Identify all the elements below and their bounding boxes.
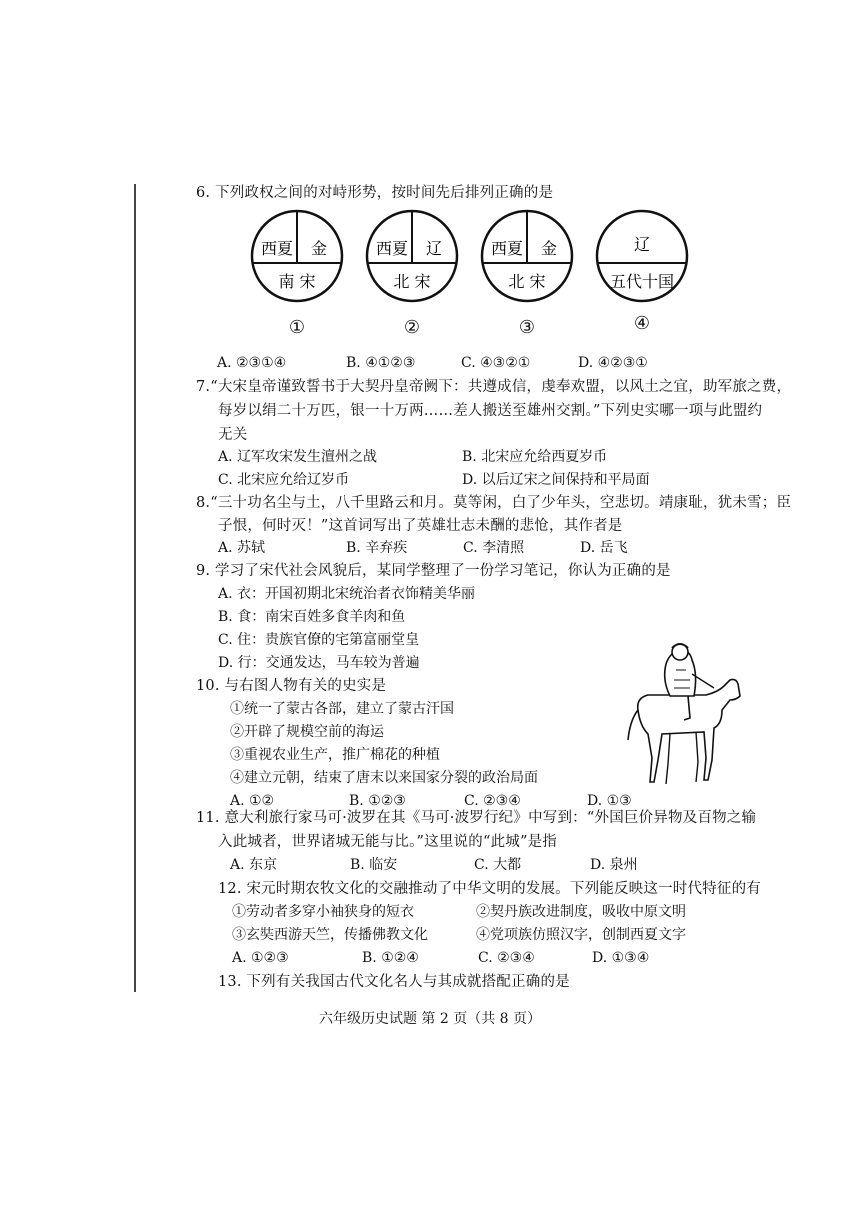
q10-item-2: ②开辟了规模空前的海运	[230, 724, 384, 740]
q10-stem: 10. 与右图人物有关的史实是	[196, 678, 387, 694]
q10-option-a: A. ①②	[230, 793, 275, 809]
q6-c2-label: ②	[403, 317, 421, 338]
q9-option-c: C. 住：贵族官僚的宅第富丽堂皇	[218, 632, 420, 648]
q11-line1: 11. 意大利旅行家马可·波罗在其《马可·波罗行纪》中写到：“外国巨价异物及百物之输	[196, 810, 757, 826]
page-footer: 六年级历史试题 第 2 页（共 8 页）	[318, 1011, 542, 1027]
q6-c3-tl: 西夏	[490, 239, 524, 258]
q7-line1: 7.“大宋皇帝谨致誓书于大契丹皇帝阙下：共遵成信，虔奉欢盟，以风土之宜，助军旅之费，	[196, 379, 792, 395]
q6-c2-bottom: 北 宋	[393, 272, 431, 291]
q11-option-d: D. 泉州	[590, 857, 638, 873]
q12-option-c: C. ②③④	[478, 950, 535, 966]
q10-option-b: B. ①②③	[349, 793, 406, 809]
q10-item-4: ④建立元朝，结束了唐末以来国家分裂的政治局面	[230, 770, 538, 786]
q6-c2-tl: 西夏	[375, 239, 409, 258]
q8-option-a: A. 苏轼	[218, 540, 266, 556]
q8-option-d: D. 岳飞	[580, 540, 628, 556]
q6-c4-top: 辽	[633, 235, 651, 254]
q12-item-2: ②契丹族改进制度，吸收中原文明	[476, 904, 686, 920]
q12-item-4: ④党项族仿照汉字，创制西夏文字	[476, 927, 686, 943]
q6-circle-1	[249, 208, 345, 304]
q8-option-b: B. 辛弃疾	[346, 540, 408, 556]
q6-c3-tr: 金	[540, 239, 558, 258]
q8-line2: 子恨，何时灭！”这首词写出了英雄壮志未酬的悲怆，其作者是	[218, 518, 623, 534]
q6-c3-bottom: 北 宋	[508, 272, 546, 291]
q12-option-a: A. ①②③	[232, 950, 289, 966]
q11-option-a: A. 东京	[230, 857, 278, 873]
q6-c1-label: ①	[288, 317, 306, 338]
q10-item-3: ③重视农业生产，推广棉花的种植	[230, 747, 440, 763]
q6-stem: 6. 下列政权之间的对峙形势，按时间先后排列正确的是	[196, 185, 554, 201]
q7-option-a: A. 辽军攻宋发生澶州之战	[218, 449, 378, 465]
q9-stem: 9. 学习了宋代社会风貌后，某同学整理了一份学习笔记，你认为正确的是	[196, 563, 671, 579]
q11-option-b: B. 临安	[350, 857, 398, 873]
q6-option-c: C. ④③②①	[461, 355, 531, 371]
q6-c1-bottom: 南 宋	[278, 272, 316, 291]
q7-line3: 无关	[218, 427, 248, 443]
q11-option-c: C. 大都	[474, 857, 522, 873]
q10-option-c: C. ②③④	[464, 793, 521, 809]
mongol-rider-illustration	[618, 640, 748, 794]
q6-circle-4	[594, 208, 690, 304]
q10-item-1: ①统一了蒙古各部，建立了蒙古汗国	[230, 701, 454, 717]
q6-c1-tr: 金	[310, 239, 328, 258]
q7-option-b: B. 北宋应允给西夏岁币	[462, 449, 608, 465]
q7-option-c: C. 北宋应允给辽岁币	[218, 472, 350, 488]
q12-stem: 12. 宋元时期农牧文化的交融推动了中华文明的发展。下列能反映这一时代特征的有	[218, 881, 761, 897]
q12-item-1: ①劳动者多穿小袖狭身的短衣	[232, 904, 414, 920]
q12-option-b: B. ①②④	[362, 950, 419, 966]
q8-line1: 8.“三十功名尘与土，八千里路云和月。莫等闲，白了少年头，空悲切。靖康耻，犹未雪；臣	[196, 495, 792, 511]
binding-margin-line	[134, 184, 136, 992]
q9-option-b: B. 食：南宋百姓多食羊肉和鱼	[218, 609, 406, 625]
q10-option-d: D. ①③	[587, 793, 632, 809]
q6-option-d: D. ④②③①	[578, 355, 648, 371]
q6-c3-label: ③	[518, 317, 536, 338]
q6-option-a: A. ②③①④	[217, 355, 287, 371]
q12-option-d: D. ①③④	[592, 950, 650, 966]
q8-option-c: C. 李清照	[463, 540, 525, 556]
q9-option-d: D. 行：交通发达，马车较为普遍	[218, 655, 420, 671]
q12-item-3: ③玄奘西游天竺，传播佛教文化	[232, 927, 428, 943]
q6-c1-tl: 西夏	[260, 239, 294, 258]
q6-c4-label: ④	[633, 313, 651, 334]
q6-c4-bottom: 五代十国	[609, 272, 675, 291]
q6-circle-3	[479, 208, 575, 304]
q6-c2-tr: 辽	[425, 239, 443, 258]
q6-circle-2	[364, 208, 460, 304]
q13-stem: 13. 下列有关我国古代文化名人与其成就搭配正确的是	[218, 974, 570, 990]
q6-option-b: B. ④①②③	[346, 355, 416, 371]
q9-option-a: A. 衣：开国初期北宋统治者衣饰精美华丽	[218, 586, 476, 602]
q7-line2: 每岁以绢二十万匹，银一十万两……差人搬送至雄州交割。”下列史实哪一项与此盟约	[218, 403, 763, 419]
q11-line2: 入此城者，世界诸城无能与比。”这里说的“此城”是指	[218, 834, 557, 850]
q7-option-d: D. 以后辽宋之间保持和平局面	[462, 472, 650, 488]
